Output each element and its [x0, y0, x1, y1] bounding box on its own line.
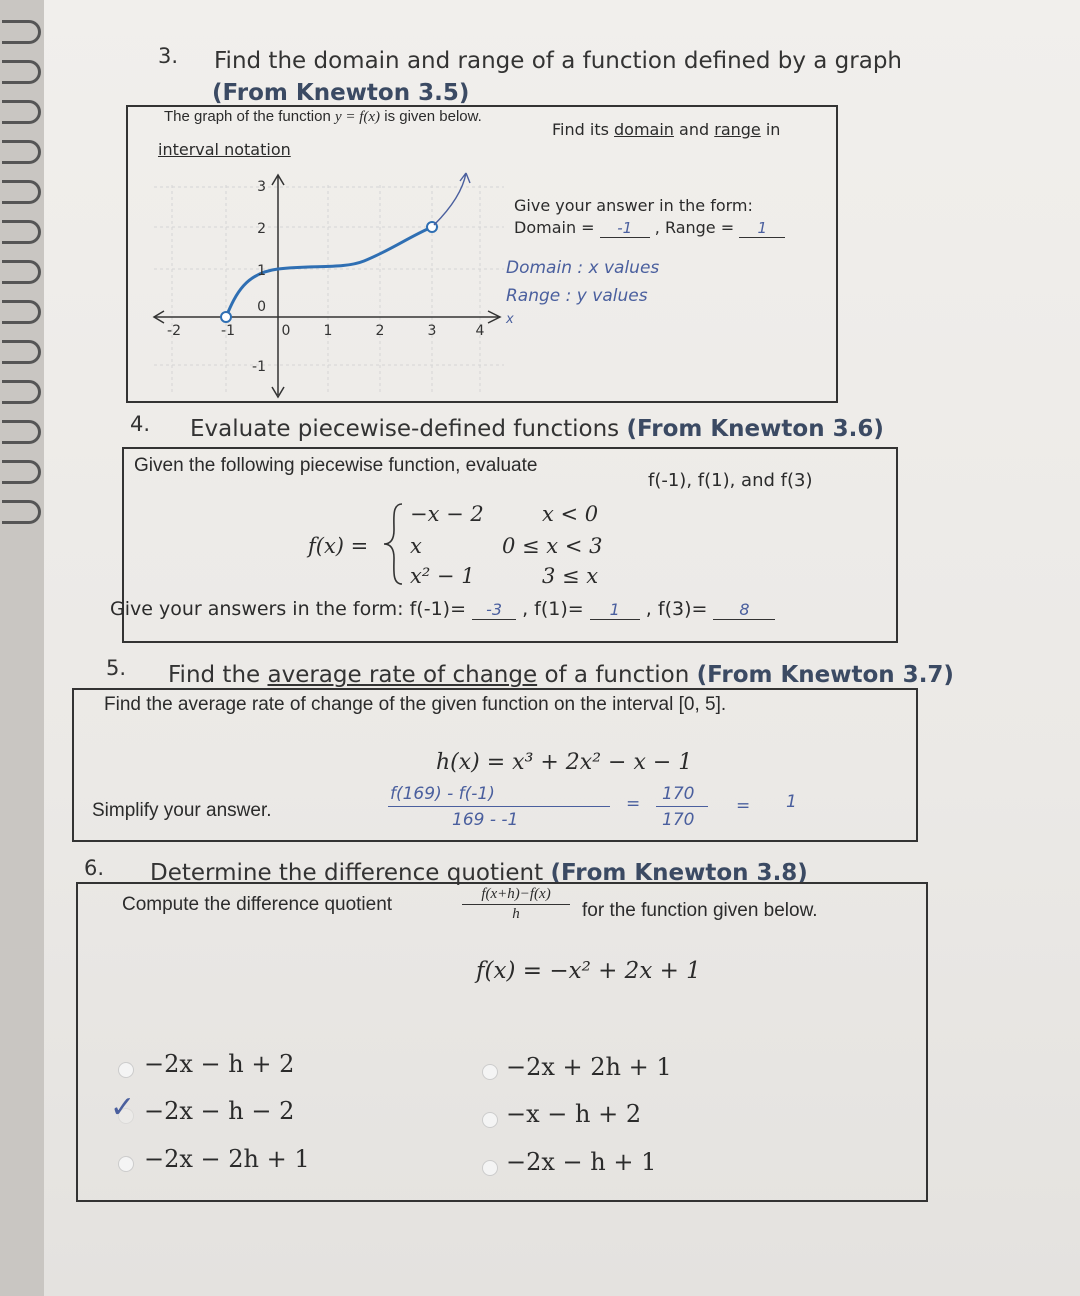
q3-domain-link[interactable]: domain [614, 120, 674, 139]
worksheet-page [44, 0, 1080, 1296]
y-tick-3: 3 [257, 179, 266, 195]
q3-number: 3. [158, 44, 179, 68]
q6-choice-4-radio[interactable] [482, 1064, 498, 1080]
spiral-coil [2, 60, 41, 84]
spiral-coil [2, 260, 41, 284]
open-endpoint-left [221, 312, 231, 322]
spiral-coil [2, 340, 41, 364]
q5-simplify: Simplify your answer. [92, 800, 272, 821]
y-tick-1: 1 [257, 263, 266, 279]
q5-work-numerator: f(169) - f(-1) [390, 784, 495, 804]
q6-dq-numerator: f(x+h)−f(x) [481, 886, 551, 902]
q5-work-equals: = [626, 794, 641, 814]
q6-choice-6[interactable]: −2x − h + 1 [506, 1148, 657, 1176]
q3-range-answer[interactable]: 1 [739, 219, 785, 238]
q5-source: (From Knewton 3.7) [696, 662, 954, 688]
q4-source: (From Knewton 3.6) [626, 416, 884, 442]
q6-choice-1-radio[interactable] [118, 1062, 134, 1078]
q5-title-line [168, 662, 954, 688]
q5-work-equals-2: = [736, 796, 751, 816]
q6-choice-3-radio[interactable] [118, 1156, 134, 1172]
x-axis-label: x [506, 312, 514, 327]
q3-range-label: , Range = [654, 218, 735, 237]
q5-title-a: Find the [168, 662, 261, 688]
q6-difference-quotient [458, 886, 574, 923]
spiral-coil [2, 140, 41, 164]
q3-interval-notation-link[interactable]: interval notation [158, 140, 291, 159]
q4-answer-mid2: , f(3)= [645, 598, 708, 620]
spiral-coil [2, 420, 41, 444]
q4-piece-3-expr: x² − 1 [410, 564, 475, 588]
q4-piece-2-expr: x [410, 534, 422, 558]
q4-title-line [190, 416, 884, 442]
y-tick-2: 2 [257, 221, 266, 237]
x-tick-neg1: -1 [221, 323, 235, 339]
q6-choice-2[interactable]: −2x − h − 2 [144, 1097, 295, 1125]
q3-title: Find the domain and range of a function defined by a graph [214, 48, 902, 74]
q4-answer-mid1: , f(1)= [522, 598, 584, 620]
x-tick-4: 4 [475, 323, 485, 339]
q4-targets: f(-1), f(1), and f(3) [648, 470, 813, 491]
q5-work-frac-num: 170 [662, 784, 695, 804]
q5-work-denominator: 169 - -1 [452, 810, 519, 830]
q3-function-graph [144, 165, 524, 400]
q3-answer-line [514, 218, 785, 238]
q4-answer-prefix: Give your answers in the form: f(-1)= [110, 598, 466, 620]
q4-answer-line [110, 598, 775, 620]
x-tick-neg2: -2 [167, 323, 181, 339]
q6-source: (From Knewton 3.8) [550, 860, 808, 886]
q3-prompt-find [552, 120, 780, 139]
q3-domain-answer[interactable]: -1 [600, 219, 650, 238]
q6-prompt-b: for the function given below. [582, 900, 818, 921]
annotation-arrow [434, 173, 470, 225]
q6-choice-3[interactable]: −2x − 2h + 1 [144, 1145, 310, 1173]
q6-title: Determine the difference quotient [150, 860, 544, 886]
q4-piece-3-cond: 3 ≤ x [542, 564, 599, 588]
q6-choice-5-radio[interactable] [482, 1112, 498, 1128]
q4-title: Evaluate piecewise-defined functions [190, 416, 620, 442]
q5-work-fraction-bar [388, 806, 610, 807]
spiral-coil [2, 220, 41, 244]
q6-choice-4[interactable]: −2x + 2h + 1 [506, 1053, 672, 1081]
q3-find-text: Find its [552, 120, 609, 139]
q6-prompt-a: Compute the difference quotient [122, 894, 393, 915]
q4-answer-f3[interactable]: 8 [713, 600, 775, 620]
q6-dq-denominator: h [512, 906, 520, 922]
q5-work-frac-den: 170 [662, 810, 695, 830]
q6-dq-bar [462, 904, 570, 905]
q5-number: 5. [106, 656, 127, 680]
q3-prompt [164, 108, 482, 126]
q6-choice-1[interactable]: −2x − h + 2 [144, 1050, 295, 1078]
q6-choice-5[interactable]: −x − h + 2 [506, 1100, 642, 1128]
q4-brace [380, 500, 406, 588]
x-tick-2: 2 [375, 323, 385, 339]
q3-range-link[interactable]: range [714, 120, 761, 139]
graph-grid [154, 185, 504, 393]
q3-form-label: Give your answer in the form: [514, 196, 753, 215]
x-tick-1: 1 [323, 323, 333, 339]
x-tick-0: 0 [281, 323, 291, 339]
q3-prompt-function: y = f(x) [334, 109, 381, 125]
q5-prompt: Find the average rate of change of the given function on the interval [0, 5]. [104, 694, 727, 715]
spiral-coil [2, 380, 41, 404]
q4-answer-f-neg1[interactable]: -3 [472, 600, 516, 620]
spiral-coil [2, 500, 41, 524]
q5-title-b: of a function [544, 662, 690, 688]
q4-piece-1-expr: −x − 2 [410, 502, 484, 526]
spiral-coil [2, 180, 41, 204]
q3-and-text: and [679, 120, 710, 139]
x-tick-3: 3 [427, 323, 437, 339]
q6-number: 6. [84, 856, 105, 880]
q6-choice-6-radio[interactable] [482, 1160, 498, 1176]
q3-source: (From Knewton 3.5) [212, 80, 470, 106]
y-tick-neg1: -1 [252, 359, 266, 375]
spiral-coil [2, 460, 41, 484]
q5-function: h(x) = x³ + 2x² − x − 1 [436, 750, 693, 775]
spiral-coil [2, 300, 41, 324]
q4-answer-f1[interactable]: 1 [590, 600, 640, 620]
q3-note-domain: Domain : x values [506, 258, 660, 278]
q5-work-frac-bar [656, 806, 708, 807]
q4-piece-2-cond: 0 ≤ x < 3 [502, 534, 603, 558]
check-mark-icon: ✓ [110, 1090, 136, 1125]
q5-average-rate-link[interactable]: average rate of change [267, 662, 538, 688]
q4-number: 4. [130, 412, 151, 436]
q3-prompt-text: The graph of the function [164, 108, 331, 125]
q3-in-text: in [765, 120, 781, 139]
spiral-coil [2, 20, 41, 44]
q4-fx-label: f(x) = [308, 534, 369, 558]
q3-prompt-text-b: is given below. [384, 108, 482, 125]
q3-domain-label: Domain = [514, 218, 595, 237]
y-tick-0: 0 [257, 299, 266, 315]
q4-prompt: Given the following piecewise function, evaluate [134, 455, 538, 476]
q3-note-range: Range : y values [506, 286, 648, 306]
q6-function: f(x) = −x² + 2x + 1 [476, 958, 701, 984]
q4-piece-1-cond: x < 0 [542, 502, 599, 526]
notebook-spiral [0, 0, 44, 1296]
spiral-coil [2, 100, 41, 124]
q5-work-result: 1 [786, 792, 797, 812]
